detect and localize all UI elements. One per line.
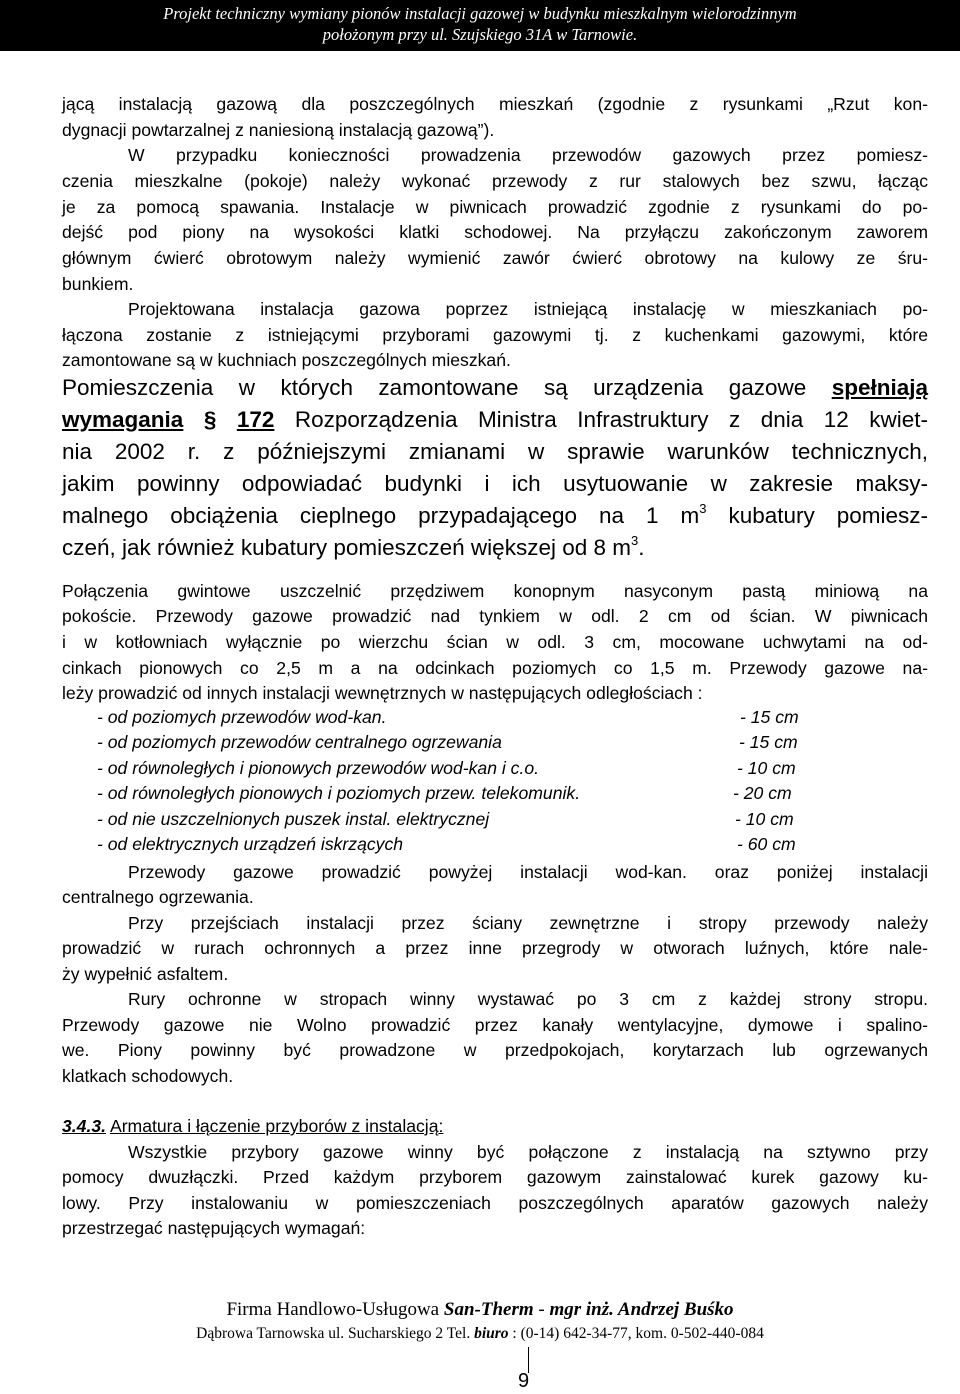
footer-office-label: biuro (474, 1325, 509, 1342)
footer-address-text: Dąbrowa Tarnowska ul. Sucharskiego 2 Tel. (196, 1325, 475, 1342)
distance-value: - 10 cm (735, 809, 794, 829)
page-number: 9 (518, 1370, 530, 1392)
footer-separator: - (533, 1299, 550, 1320)
large-text-line (62, 372, 928, 404)
footer-phone: : (0-14) 642-34-77, kom. 0-502-440-084 (508, 1325, 764, 1342)
text-line: we. Piony powinny być prowadzone w przedpokojach, korytarzach lub ogrzewanych (62, 1040, 928, 1060)
text-line: centralnego ogrzewania. (62, 887, 254, 907)
text-line: zamontowane są w kuchniach poszczególnych mieszkań. (62, 350, 511, 370)
distance-value: - 15 cm (739, 732, 798, 752)
text-line: pomocy dwuzłączki. Przed każdym przyborem gazowym zainstalować kurek gazowy ku- (62, 1167, 928, 1187)
large-text-line: jakim powinny odpowiadać budynki i ich usytuowanie w zakresie maksy- (62, 471, 928, 496)
distance-label: - od równoległych pionowych i poziomych przew. telekomunik. (97, 783, 581, 803)
text-line: pokoście. Przewody gazowe prowadzić nad tynkiem w odl. 2 cm od ścian. W piwnicach (62, 606, 928, 626)
large-text-span: malnego obciążenia cieplnego przypadającego na 1 m (62, 503, 700, 528)
text-line: lowy. Przy instalowaniu w pomieszczeniach poszczególnych aparatów gazowych należy (62, 1193, 928, 1213)
large-text-span: kubatury pomiesz- (706, 503, 928, 528)
distance-value: - 60 cm (737, 834, 796, 854)
large-text-span: Pomieszczenia w których zamontowane są urządzenia gazowe (62, 375, 832, 400)
header-title-line2: położonym przy ul. Szujskiego 31A w Tarnowie. (322, 25, 638, 44)
section-heading (62, 1114, 928, 1140)
large-text-line (62, 500, 928, 535)
text-line: jącą instalacją gazową dla poszczególnych mieszkań (zgodnie z rysunkami „Rzut kon- (62, 94, 928, 114)
distance-label: - od elektrycznych urządzeń iskrzących (97, 834, 404, 854)
large-text-line (62, 532, 928, 567)
text-line: cinkach pionowych co 2,5 m a na odcinkach poziomych co 1,5 m. Przewody gazowe na- (62, 658, 928, 678)
large-text-line (62, 404, 928, 436)
footer-owner: mgr inż. Andrzej Buśko (549, 1299, 734, 1320)
distance-label: - od nie uszczelnionych puszek instal. elektrycznej (97, 809, 490, 829)
text-line: przestrzegać następujących wymagań: (62, 1218, 366, 1238)
text-line: głównym ćwierć obrotowym należy wymienić zawór ćwierć obrotowy na kulowy ze śru- (62, 248, 928, 268)
text-line: prowadzić w rurach ochronnych a przez inne przegrody w otworach luźnych, które nale- (62, 938, 928, 958)
section-title: Armatura i łączenie przyborów z instalacją: (109, 1116, 444, 1136)
distance-value: - 10 cm (737, 758, 796, 778)
text-line: i w kotłowniach wyłącznie po wierzchu ścian w odl. 3 cm, mocowane uchwytami na od- (62, 632, 928, 652)
large-text-span: . (638, 535, 645, 560)
distance-value: - 20 cm (733, 783, 792, 803)
text-line: bunkiem. (62, 274, 134, 294)
text-line: dygnacji powtarzalnej z naniesioną instalacją gazową”). (62, 120, 495, 140)
header-title-line1: Projekt techniczny wymiany pionów instalacji gazowej w budynku mieszkalnym wielorodzinnym (163, 4, 797, 23)
distance-label: - od równoległych i pionowych przewodów wod-kan i c.o. (97, 758, 540, 778)
text-line: leży prowadzić od innych instalacji wewnętrznych w następujących odległościach : (62, 683, 703, 703)
footer-firm-prefix: Firma Handlowo-Usługowa (226, 1299, 444, 1320)
paragraph-sign: § (203, 407, 217, 432)
text-line: je za pomocą spawania. Instalacje w piwnicach prowadzić zgodnie z rysunkami do po- (62, 197, 928, 217)
text-line: dejść pod piony na wysokości klatki schodowej. Na przyłączu zakończonym zaworem (62, 222, 928, 242)
footer-brand: San-Therm (443, 1299, 534, 1320)
large-text-span: Rozporządzenia Ministra Infrastruktury z dnia 12 kwiet- (274, 407, 928, 432)
large-text-span: czeń, jak również kubatury pomieszczeń większej od 8 m (62, 535, 631, 560)
text-line: W przypadku konieczności prowadzenia przewodów gazowych przez pomiesz- (128, 145, 928, 165)
text-line: Przy przejściach instalacji przez ściany zewnętrzne i stropy przewody należy (128, 913, 928, 933)
footer-address (0, 1325, 960, 1343)
text-line: ży wypełnić asfaltem. (62, 964, 229, 984)
text-line: łączona zostanie z istniejącymi przyborami gazowymi tj. z kuchenkami gazowymi, które (62, 325, 928, 345)
text-line: Rury ochronne w stropach winny wystawać po 3 cm z każdej strony stropu. (128, 989, 928, 1009)
section-number: 3.4.3. (62, 1116, 107, 1136)
text-line: Projektowana instalacja gazowa poprzez istniejącą instalację w mieszkaniach po- (128, 299, 928, 319)
text-line: Przewody gazowe prowadzić powyżej instalacji wod-kan. oraz poniżej instalacji (128, 862, 928, 882)
distance-label: - od poziomych przewodów centralnego ogrzewania (97, 732, 502, 752)
emphasis-span: spełniają (831, 375, 928, 400)
superscript: 3 (631, 533, 639, 548)
text-line: Przewody gazowe nie Wolno prowadzić przez kanały wentylacyjne, dymowe i spalino- (62, 1015, 928, 1035)
paragraph-number: 172 (236, 407, 275, 432)
text-line: Połączenia gwintowe uszczelnić przędziwem konopnym nasyconym pastą miniową na (62, 581, 928, 601)
distance-value: - 15 cm (740, 707, 799, 727)
text-line: klatkach schodowych. (62, 1066, 234, 1086)
emphasis-span: wymagania (62, 407, 184, 432)
footer-firm (0, 1299, 960, 1321)
superscript: 3 (699, 501, 707, 516)
large-text-line: nia 2002 r. z późniejszymi zmianami w sprawie warunków technicznych, (62, 439, 928, 464)
text-line: Wszystkie przybory gazowe winny być połączone z instalacją na sztywno przy (128, 1142, 928, 1162)
text-line: czenia mieszkalne (pokoje) należy wykonać przewody z rur stalowych bez szwu, łącząc (62, 171, 928, 191)
distance-label: - od poziomych przewodów wod-kan. (97, 707, 387, 727)
